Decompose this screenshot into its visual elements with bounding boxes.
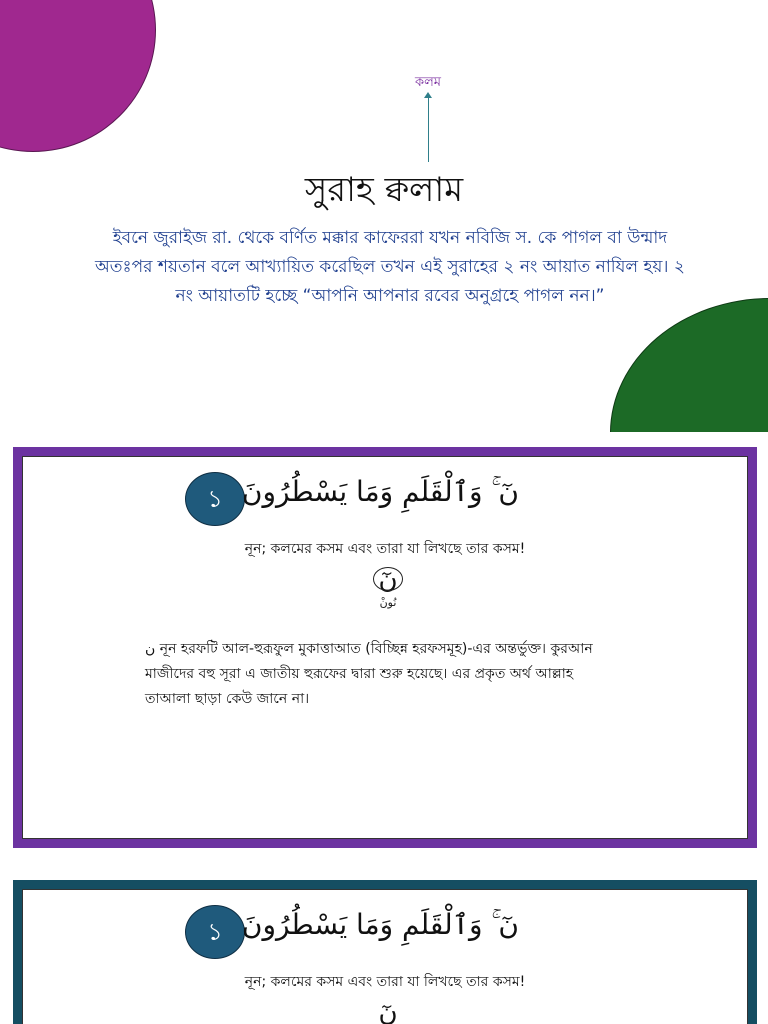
verse-number-badge: ১ bbox=[185, 905, 245, 959]
verse-card-inner bbox=[22, 889, 748, 1024]
verse-arabic-text: نٓ ۚ وَٱلْقَلَمِ وَمَا يَسْطُرُونَ bbox=[241, 908, 519, 941]
page-title: সুরাহ ক্বলাম bbox=[304, 170, 464, 210]
green-circle-decoration bbox=[610, 298, 768, 432]
annotation-label: কলম bbox=[415, 75, 441, 90]
verse-card-1 bbox=[13, 447, 757, 848]
verse-number-badge: ১ bbox=[185, 472, 245, 526]
word-breakdown bbox=[363, 565, 413, 611]
verse-arabic-text: نٓ ۚ وَٱلْقَلَمِ وَمَا يَسْطُرُونَ bbox=[241, 475, 519, 508]
annotation-connector bbox=[428, 96, 429, 162]
verse-row bbox=[23, 904, 747, 960]
verse-translation: নূন; কলমের কসম এবং তারা যা লিখছে তার কসম! bbox=[244, 541, 526, 557]
verse-explanation: ن নূন হরফটি আল-হুরূফুল মুকাত্তাআত (বিচ্ছিন্ন হরফসমূহ)-এর অন্তর্ভুক্ত। কুরআন মাজীদের বহু সূরা এ জাতীয় হুরূফের দ্বারা শুরু হয়েছে। এর প্রকৃত অর্থ আল্লাহ তাআলা ছাড়া কেউ জানে না। bbox=[145, 641, 593, 707]
verse-card-2 bbox=[13, 880, 757, 1024]
title-section bbox=[0, 0, 768, 432]
word-transliteration: نُونْ bbox=[379, 596, 397, 609]
word-arabic: نٓ bbox=[378, 998, 398, 1024]
verse-card-inner bbox=[22, 456, 748, 839]
verse-row bbox=[23, 471, 747, 527]
word-breakdown bbox=[363, 998, 413, 1024]
verse-translation: নূন; কলমের কসম এবং তারা যা লিখছে তার কসম! bbox=[244, 974, 526, 990]
word-highlight-circle bbox=[373, 567, 403, 591]
purple-circle-decoration bbox=[0, 0, 156, 152]
word-arabic: نٓ bbox=[378, 565, 398, 595]
intro-paragraph: ইবনে জুরাইজ রা. থেকে বর্ণিত মক্কার কাফেররা যখন নবিজি স. কে পাগল বা উন্মাদ অতঃপর শয়তান বলে আখ্যায়িত করেছিল তখন এই সুরাহের ২ নং আয়াত নাযিল হয়। ২ নং আয়াতটি হচ্ছে “আপনি আপনার রবের অনুগ্রহে পাগল নন।” bbox=[95, 228, 685, 306]
